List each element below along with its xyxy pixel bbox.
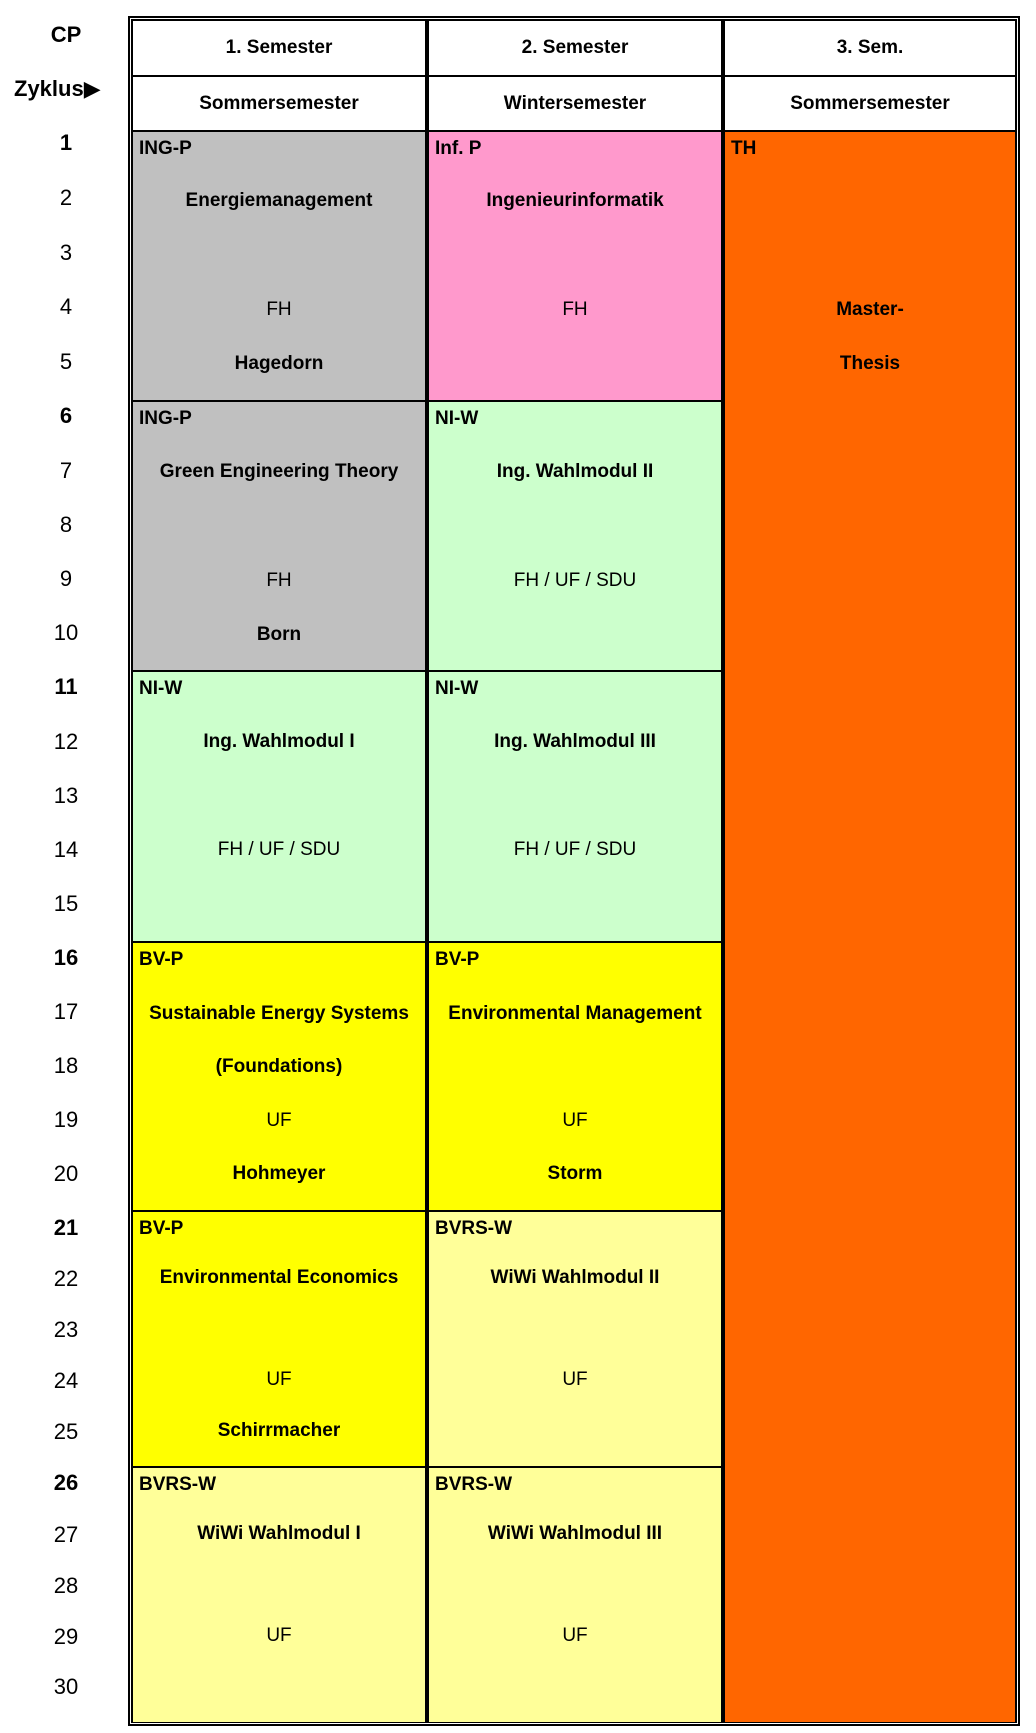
module-sustainable-energy-systems (132, 942, 426, 1211)
cp-row-28: 28 (53, 1573, 79, 1598)
cp-row-26: 26 (53, 1470, 79, 1495)
module-ing-wahlmodul-2 (428, 401, 722, 671)
module-lecturer: Schirrmacher (217, 1420, 341, 1441)
module-code: NI-W (435, 408, 479, 429)
module-name: Ing. Wahlmodul I (203, 731, 355, 752)
module-lecturer: Hohmeyer (232, 1163, 326, 1184)
cp-row-30: 30 (53, 1674, 79, 1699)
cp-row-9: 9 (59, 566, 73, 591)
cp-row-29: 29 (53, 1624, 79, 1649)
module-name: Green Engineering Theory (159, 461, 399, 482)
cp-row-5: 5 (59, 349, 73, 374)
module-place: FH (562, 299, 588, 320)
semester-1-title: 1. Semester (132, 20, 426, 76)
module-ing-wahlmodul-3 (428, 671, 722, 942)
module-code: BVRS-W (435, 1474, 513, 1495)
module-code: BVRS-W (435, 1218, 513, 1239)
module-green-engineering-theory (132, 401, 426, 671)
cp-row-15: 15 (53, 891, 79, 916)
module-name: WiWi Wahlmodul III (487, 1523, 663, 1544)
cp-row-17: 17 (53, 999, 79, 1024)
semester-2-cycle: Wintersemester (428, 76, 722, 131)
cp-axis (0, 0, 128, 1733)
module-name: Ing. Wahlmodul II (496, 461, 654, 482)
cp-row-2: 2 (59, 185, 73, 210)
module-place: FH / UF / SDU (217, 839, 341, 860)
cp-row-24: 24 (53, 1368, 79, 1393)
module-place: UF (562, 1110, 588, 1131)
module-code: NI-W (435, 678, 479, 699)
module-place: UF (266, 1625, 292, 1646)
cp-row-1: 1 (59, 130, 73, 155)
module-code: BVRS-W (139, 1474, 217, 1495)
module-name: Master- (836, 299, 904, 320)
module-code: TH (731, 138, 757, 159)
module-energiemanagement (132, 131, 426, 401)
module-code: ING-P (139, 408, 192, 429)
module-name-line-2: Thesis (839, 353, 901, 374)
module-lecturer: Hagedorn (234, 353, 324, 374)
cp-row-8: 8 (59, 512, 73, 537)
cp-row-3: 3 (59, 240, 73, 265)
module-place: FH (266, 570, 292, 591)
module-code: NI-W (139, 678, 183, 699)
module-name: Environmental Management (448, 1003, 702, 1024)
column-separator (722, 19, 724, 1723)
module-name-line-2: (Foundations) (215, 1056, 343, 1077)
semester-2-title: 2. Semester (428, 20, 722, 76)
cp-row-10: 10 (53, 620, 79, 645)
module-place: FH / UF / SDU (513, 570, 637, 591)
cp-row-16: 16 (53, 945, 79, 970)
semester-3-title: 3. Sem. (724, 20, 1016, 76)
cp-row-4: 4 (59, 294, 73, 319)
module-wiwi-wahlmodul-1 (132, 1467, 426, 1723)
cp-row-13: 13 (53, 783, 79, 808)
module-name: Sustainable Energy Systems (149, 1003, 409, 1024)
module-name: WiWi Wahlmodul I (197, 1523, 361, 1544)
cp-row-7: 7 (59, 458, 73, 483)
module-wiwi-wahlmodul-2 (428, 1211, 722, 1467)
cp-row-12: 12 (53, 729, 79, 754)
module-name: Ingenieurinformatik (486, 190, 664, 211)
module-place: UF (562, 1369, 588, 1390)
module-place: FH (266, 299, 292, 320)
cp-row-23: 23 (53, 1317, 79, 1342)
cp-row-6: 6 (59, 403, 73, 428)
cp-row-11: 11 (54, 674, 78, 699)
module-code: Inf. P (435, 138, 482, 159)
cp-header: CP (50, 22, 82, 47)
module-ing-wahlmodul-1 (132, 671, 426, 942)
cp-row-25: 25 (53, 1419, 79, 1444)
module-name: Energiemanagement (185, 190, 373, 211)
cp-row-14: 14 (53, 837, 79, 862)
module-place: UF (266, 1110, 292, 1131)
module-code: ING-P (139, 138, 192, 159)
module-environmental-economics (132, 1211, 426, 1467)
module-name: Ing. Wahlmodul III (494, 731, 656, 752)
module-code: BV-P (139, 1218, 184, 1239)
module-name: WiWi Wahlmodul II (490, 1267, 660, 1288)
semester-3-cycle: Sommersemester (724, 76, 1016, 131)
cp-row-21: 21 (53, 1215, 79, 1240)
cycle-header: Zyklus▶ (14, 76, 101, 101)
module-ingenieurinformatik (428, 131, 722, 401)
module-place: UF (266, 1369, 292, 1390)
cp-row-19: 19 (53, 1107, 79, 1132)
module-master-thesis (724, 131, 1016, 1723)
module-code: BV-P (435, 949, 480, 970)
module-wiwi-wahlmodul-3 (428, 1467, 722, 1723)
semester-1-cycle: Sommersemester (132, 76, 426, 131)
cp-row-27: 27 (53, 1522, 79, 1547)
module-name: Environmental Economics (159, 1267, 399, 1288)
module-lecturer: Born (256, 624, 302, 645)
module-place: FH / UF / SDU (513, 839, 637, 860)
column-separator (426, 19, 428, 1723)
cp-row-20: 20 (53, 1161, 79, 1186)
module-lecturer: Storm (547, 1163, 603, 1184)
cp-row-22: 22 (53, 1266, 79, 1291)
cp-row-18: 18 (53, 1053, 79, 1078)
module-environmental-management (428, 942, 722, 1211)
module-code: BV-P (139, 949, 184, 970)
module-place: UF (562, 1625, 588, 1646)
